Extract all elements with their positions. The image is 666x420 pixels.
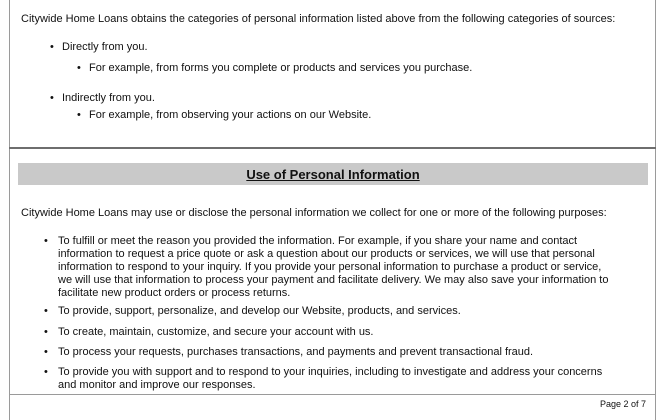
purpose-list [58,235,638,300]
purpose-line: we will use that information to process your payment and facilitate delivery. We may also save your information to [58,274,609,286]
purpose-item [58,346,638,359]
page-border-bottom [9,394,656,395]
purpose-item [58,326,638,339]
page-border-right [655,0,656,420]
purpose-item [58,305,638,318]
purpose-line: information to respond to your inquiry. If you provide your personal information to purchase a product or service, [58,261,602,273]
source-item-indirect-example: • For example, from observing your actions on our Website. [89,109,371,122]
section-divider [9,147,656,149]
page-number: Page 2 of 7 [599,399,646,409]
use-intro: Citywide Home Loans may use or disclose the personal information we collect for one or more of the following purposes: [21,207,607,219]
purpose-line: • To fulfill or meet the reason you provided the information. For example, if you share your name and contact [58,235,578,247]
source-item-indirect: • Indirectly from you. [62,92,155,105]
purpose-line: • To provide you with support and to respond to your inquiries, including to investigate and address your concerns [58,366,603,378]
section-header-bar [18,163,648,185]
purpose-line: • To process your requests, purchases transactions, and payments and prevent transactional fraud. [58,346,534,358]
source-item-direct: • Directly from you. [62,41,148,54]
purpose-line: facilitate new product orders or process returns. [58,287,291,299]
purpose-item [58,235,638,300]
purpose-list [58,326,638,339]
purpose-line: • To provide, support, personalize, and develop our Website, products, and services. [58,305,461,317]
purpose-item [58,366,638,392]
purpose-list [58,305,638,318]
source-item-direct-example: • For example, from forms you complete or products and services you purchase. [89,62,472,75]
sources-intro: Citywide Home Loans obtains the categories of personal information listed above from the following categories of sources: [21,13,616,25]
purpose-line: and monitor and improve our responses. [58,379,256,391]
page-border-left [9,0,10,420]
purpose-line: • To create, maintain, customize, and secure your account with us. [58,326,374,338]
section-title: Use of Personal Information [246,167,420,182]
purpose-list [58,346,638,359]
purpose-list [58,366,638,392]
purpose-line: information to request a price quote or ask a question about our products or services, we will use that personal [58,248,595,260]
